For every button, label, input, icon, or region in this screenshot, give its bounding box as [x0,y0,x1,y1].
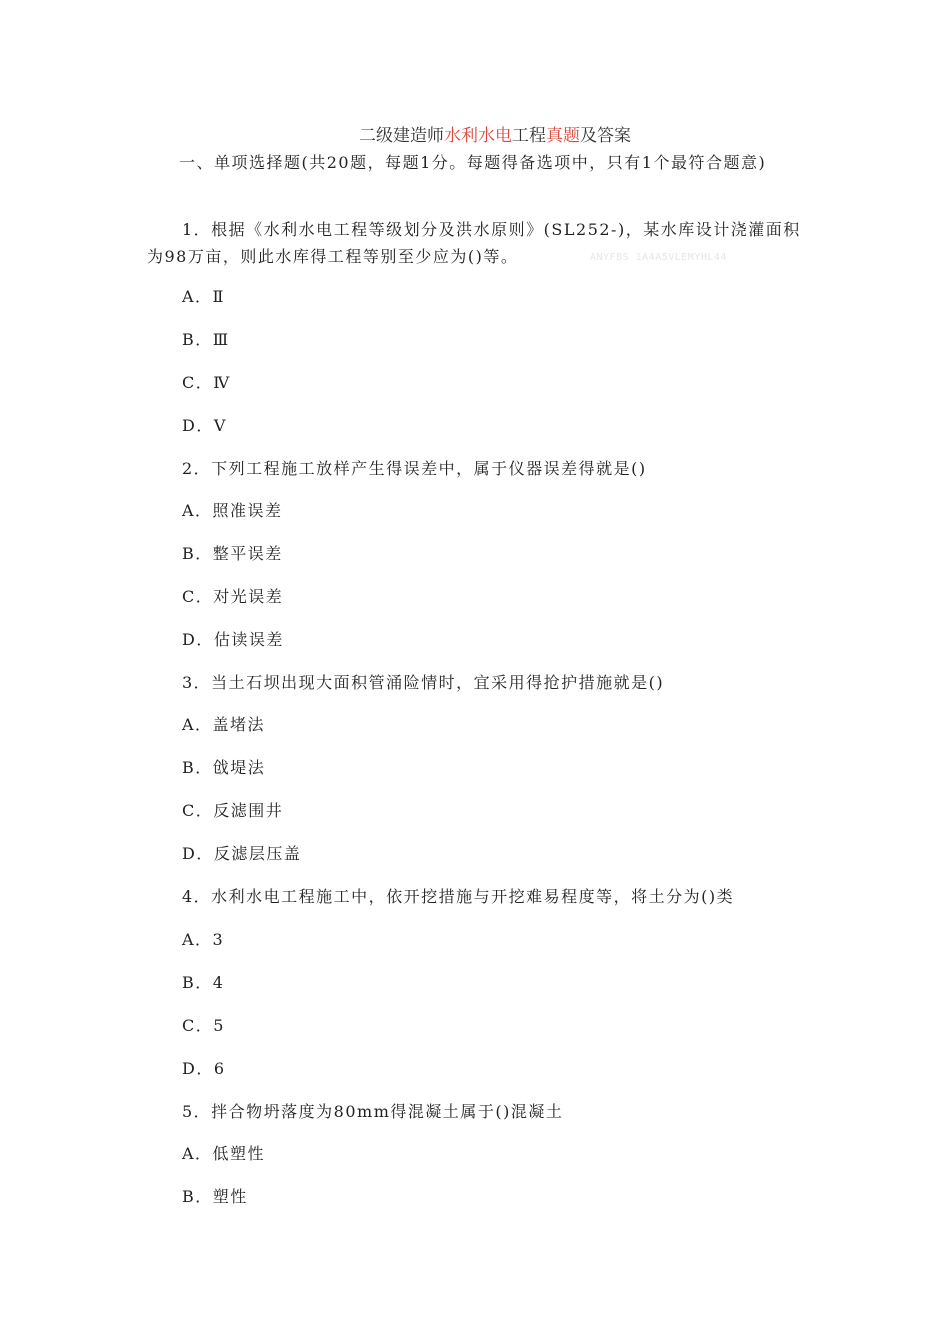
question-3-option-b: B．戗堤法 [182,758,266,777]
title-part-highlight: 水利水电 [444,126,512,146]
section-heading: 一、单项选择题(共20题，每题1分。每题得备选项中，只有1个最符合题意) [179,153,767,172]
question-3-option-d: D．反滤层压盖 [182,844,302,863]
watermark: ANYFBS 1A4A5VLEMYHL44 [590,252,727,263]
title-part: 工程 [512,126,546,146]
question-2-option-b: B．整平误差 [182,544,283,563]
question-3-option-c: C．反滤围井 [182,801,284,820]
question-4-option-a: A．3 [182,930,225,949]
question-2-option-a: A．照准误差 [182,501,283,520]
question-3-option-a: A．盖堵法 [182,715,266,734]
title-part-highlight: 真题 [546,126,580,146]
question-1-option-c: C．Ⅳ [182,373,231,392]
question-1-option-d: D．Ⅴ [182,416,227,435]
question-4-text: 4．水利水电工程施工中，依开挖措施与开挖难易程度等，将土分为()类 [182,887,735,906]
question-4-option-b: B．4 [182,973,225,992]
question-3-text: 3．当土石坝出现大面积管涌险情时，宜采用得抢护措施就是() [182,673,665,692]
question-5-text: 5．拌合物坍落度为80mm得混凝土属于()混凝土 [182,1102,564,1121]
question-1-option-a: A．Ⅱ [182,287,225,306]
question-2-option-d: D．估读误差 [182,630,284,649]
title-part: 及答案 [580,126,631,146]
question-1-text: 1．根据《水利水电工程等级划分及洪水原则》(SL252-)，某水库设计浇灌面积为98万亩，则此水库得工程等别至少应为()等。 [147,220,801,266]
title-part: 二级建造师 [359,126,444,146]
question-4-option-d: D．6 [182,1059,226,1078]
document-title [0,124,950,148]
question-2-option-c: C．对光误差 [182,587,284,606]
question-5-option-a: A．低塑性 [182,1144,266,1163]
question-1-option-b: B．Ⅲ [182,330,230,349]
question-2-text: 2．下列工程施工放样产生得误差中，属于仪器误差得就是() [182,459,647,478]
question-5-option-b: B．塑性 [182,1187,248,1206]
question-4-option-c: C．5 [182,1016,225,1035]
